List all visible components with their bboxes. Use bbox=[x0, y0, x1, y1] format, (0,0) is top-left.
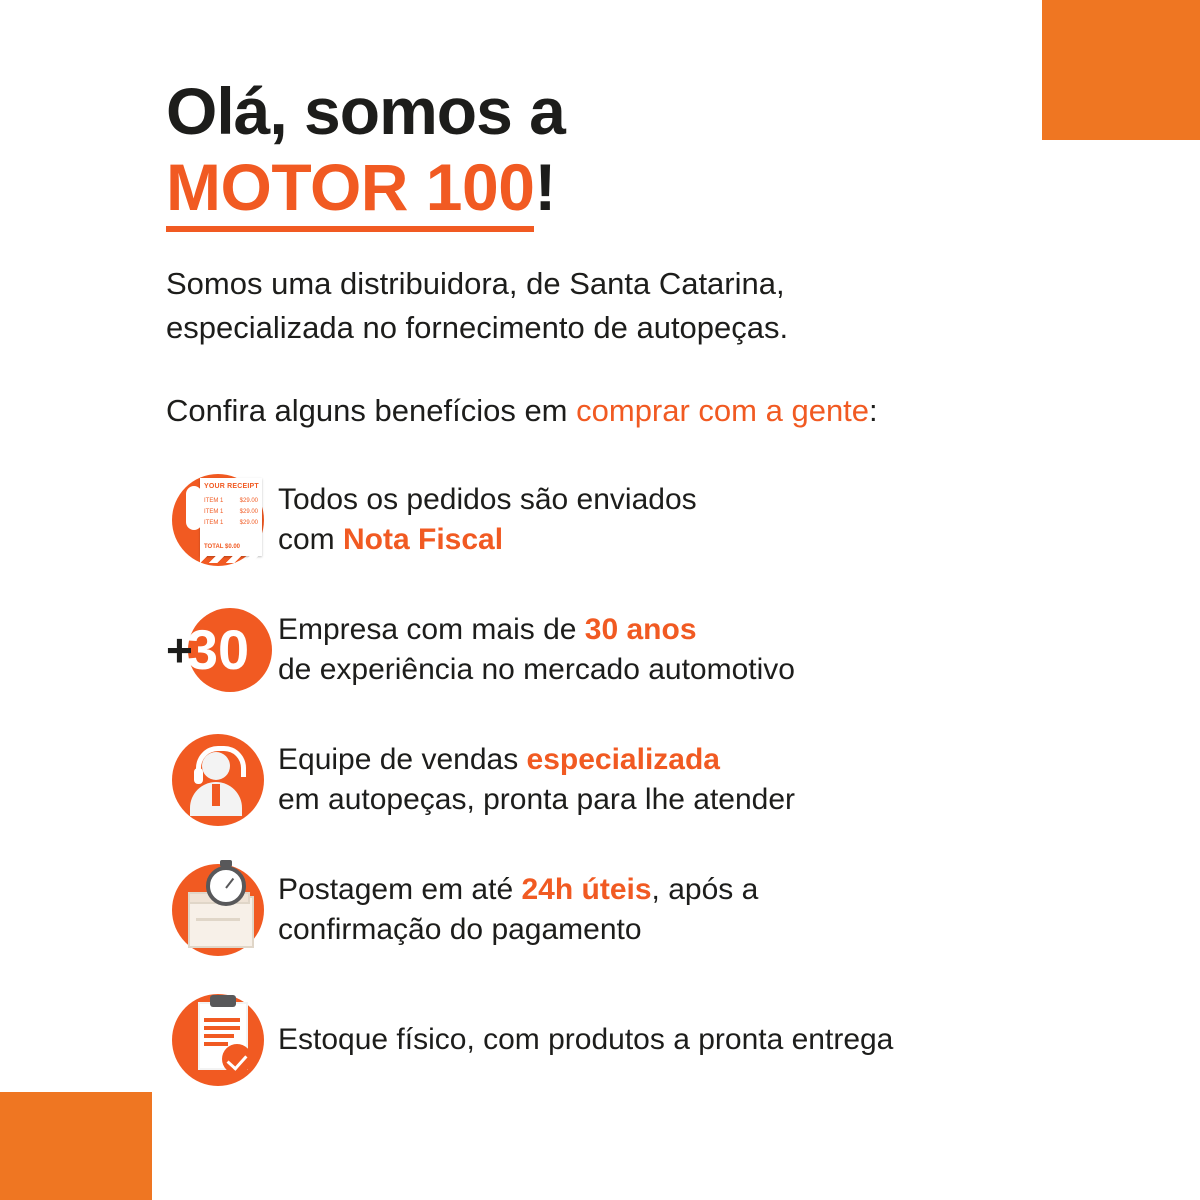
headline-line-1: Olá, somos a bbox=[166, 74, 565, 148]
plus-thirty-icon bbox=[166, 602, 270, 698]
receipt-row-right: $29.00 bbox=[239, 497, 258, 504]
receipt-row-right: $29.00 bbox=[239, 508, 258, 515]
benefit-text-line-2: em autopeças, pronta para lhe atender bbox=[278, 782, 796, 816]
stopwatch-crown bbox=[220, 860, 232, 867]
benefit-text-line-2: confirmação do pagamento bbox=[278, 912, 642, 946]
benefits-lead-highlight: comprar com a gente bbox=[576, 392, 870, 428]
benefit-text-line-2: de experiência no mercado automotivo bbox=[278, 652, 795, 686]
plus-thirty-group bbox=[166, 602, 270, 698]
decorative-corner-bottom-left bbox=[0, 1092, 152, 1200]
clipboard-clip bbox=[210, 995, 236, 1007]
clipboard-check-icon bbox=[166, 992, 270, 1088]
benefit-text-highlight: 30 anos bbox=[584, 613, 697, 647]
clipboard-line bbox=[204, 1026, 240, 1030]
receipt-row-left: ITEM 1 bbox=[204, 519, 224, 526]
benefit-text bbox=[270, 870, 758, 949]
sales-agent-icon bbox=[166, 732, 270, 828]
receipt-total: TOTAL $0.00 bbox=[204, 543, 241, 550]
benefit-text bbox=[270, 740, 795, 819]
clipboard-line bbox=[204, 1018, 240, 1022]
benefit-text-line-1: Estoque físico, com produtos a pronta entrega bbox=[278, 1022, 894, 1056]
list-item bbox=[166, 732, 1106, 828]
content-container bbox=[166, 74, 1106, 1122]
package-stopwatch-icon bbox=[166, 862, 270, 958]
brand-name: MOTOR 100 bbox=[166, 150, 534, 232]
benefit-text bbox=[270, 1020, 893, 1060]
benefit-text bbox=[270, 610, 795, 689]
benefits-lead-prefix: Confira alguns benefícios em bbox=[166, 392, 577, 428]
benefit-text-line-1-prefix: Equipe de vendas bbox=[278, 743, 527, 777]
clipboard-line bbox=[204, 1042, 228, 1046]
benefit-text-line-1-prefix: Postagem em até bbox=[278, 873, 522, 907]
headset-mic bbox=[194, 768, 203, 784]
agent-tie bbox=[212, 784, 220, 806]
benefits-lead bbox=[166, 390, 1106, 432]
list-item bbox=[166, 862, 1106, 958]
benefit-text-line-2-prefix: com bbox=[278, 522, 344, 556]
benefit-text-highlight: 24h úteis bbox=[521, 873, 652, 907]
headline-exclamation: ! bbox=[534, 150, 556, 224]
list-item bbox=[166, 602, 1106, 698]
receipt-row bbox=[204, 498, 258, 504]
plus-thirty-number: 30 bbox=[186, 617, 250, 681]
receipt-row bbox=[204, 509, 258, 515]
receipt-paper bbox=[200, 478, 262, 556]
benefit-text-highlight: especializada bbox=[526, 743, 720, 777]
benefit-text-highlight: Nota Fiscal bbox=[343, 522, 504, 556]
clipboard-line bbox=[204, 1034, 234, 1038]
benefit-text-line-1-prefix: Empresa com mais de bbox=[278, 613, 585, 647]
package-tape bbox=[196, 918, 240, 921]
receipt-hanger bbox=[186, 486, 202, 530]
benefits-lead-suffix: : bbox=[869, 392, 878, 428]
benefit-text-line-1: Todos os pedidos são enviados bbox=[278, 483, 697, 517]
plus-sign: + bbox=[166, 623, 193, 676]
headline-line-2 bbox=[166, 150, 1106, 226]
benefit-text bbox=[270, 480, 697, 559]
intro-line-2: especializada no fornecimento de autopeças. bbox=[166, 309, 789, 345]
receipt-row bbox=[204, 520, 258, 526]
list-item bbox=[166, 992, 1106, 1088]
intro-line-1: Somos uma distribuidora, de Santa Catarina, bbox=[166, 265, 785, 301]
receipt-title: YOUR RECEIPT bbox=[204, 482, 259, 490]
intro-paragraph bbox=[166, 262, 1106, 350]
receipt-row-left: ITEM 1 bbox=[204, 508, 224, 515]
check-badge bbox=[222, 1044, 252, 1074]
benefit-text-line-1-suffix: , após a bbox=[651, 873, 759, 907]
benefit-list bbox=[166, 472, 1106, 1088]
receipt-icon bbox=[166, 472, 270, 568]
list-item bbox=[166, 472, 1106, 568]
receipt-row-left: ITEM 1 bbox=[204, 497, 224, 504]
receipt-row-right: $29.00 bbox=[239, 519, 258, 526]
